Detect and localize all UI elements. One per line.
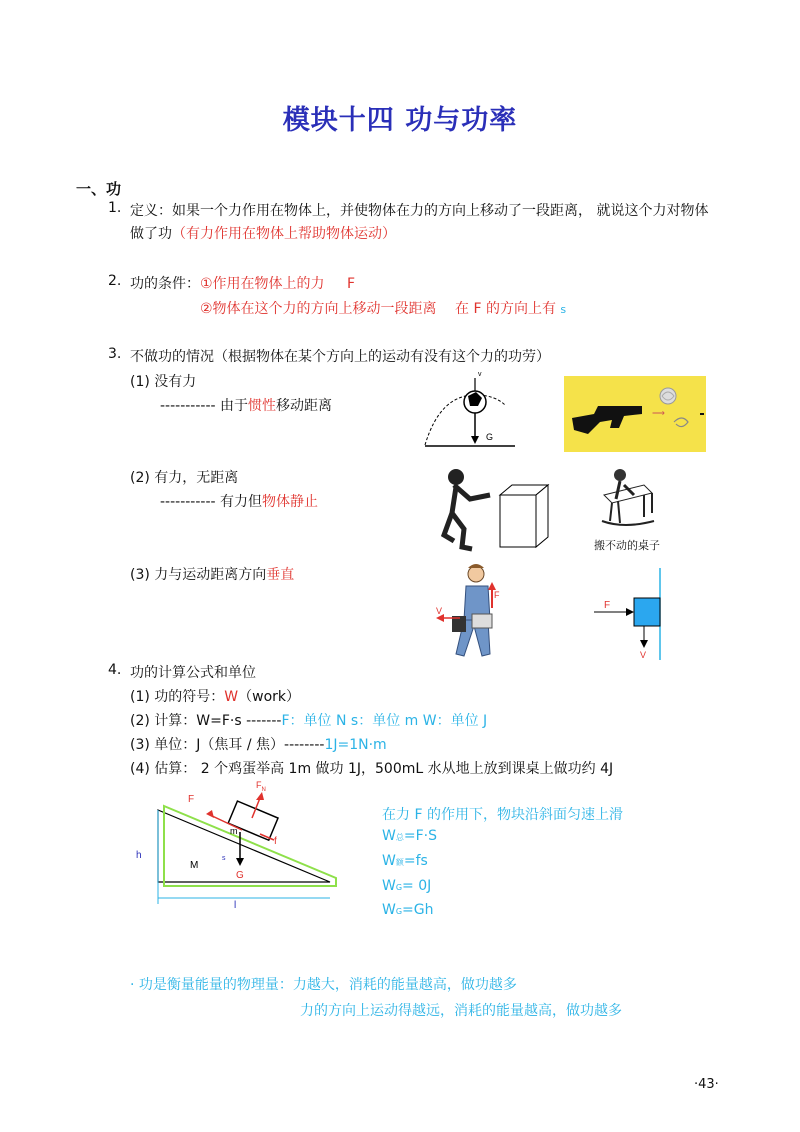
block-f-label: F bbox=[604, 600, 611, 611]
formula-gravity2 bbox=[382, 902, 434, 918]
block-v-label: V bbox=[640, 650, 647, 660]
incline-m: m bbox=[230, 826, 238, 836]
row1-text: (1) 功的符号： bbox=[130, 689, 225, 705]
f2-rest: =fs bbox=[403, 853, 428, 869]
gun-bullet-figure bbox=[564, 376, 706, 452]
note-line1: · 功是衡量能量的物理量：力越大，消耗的能量越高，做功越多 bbox=[130, 977, 517, 993]
cond1-text: ①作用在物体上的力 bbox=[200, 276, 325, 292]
row3-joule: 1J=1N·m bbox=[324, 737, 387, 753]
desk-caption: 搬不动的桌子 bbox=[594, 539, 660, 552]
row2-text: (2) 计算：W=F·s ------- bbox=[130, 713, 282, 729]
item4-row1 bbox=[130, 686, 300, 706]
item4-row4: (4) 估算： 2 个鸡蛋举高 1m 做功 1J，500mL 水从地上放到课桌上做功约 4J bbox=[130, 761, 614, 777]
incline-s: s bbox=[222, 855, 226, 862]
incline-l: l bbox=[234, 900, 237, 911]
cond2-text: ②物体在这个力的方向上移动一段距离 bbox=[200, 301, 437, 317]
f1-W: W bbox=[382, 828, 396, 844]
row3-text: (3) 单位：J（焦耳 / 焦）-------- bbox=[130, 737, 325, 753]
ball-projectile-figure bbox=[420, 370, 520, 450]
cond2-tail: 在 F 的方向上有 bbox=[455, 301, 556, 317]
case2-static: 物体静止 bbox=[262, 494, 319, 510]
case2-dashes: ----------- bbox=[160, 494, 216, 510]
page-title: 模块十四 功与功率 bbox=[282, 105, 518, 136]
case1-label: (1) 没有力 bbox=[130, 374, 197, 390]
svg-text:FN bbox=[256, 780, 266, 793]
case1-desc bbox=[160, 395, 332, 415]
cond2-symbol: s bbox=[560, 303, 567, 316]
row2-units: F：单位 N s：单位 m W：单位 J bbox=[281, 713, 488, 729]
item3-number: 3. bbox=[108, 346, 122, 362]
item4-label: 功的计算公式和单位 bbox=[130, 665, 256, 681]
case1-text-a: 由于 bbox=[215, 398, 249, 414]
ball-g-label: G bbox=[486, 432, 494, 442]
case2-text-a: 有力但 bbox=[215, 494, 263, 510]
incline-FN-sub: N bbox=[261, 787, 266, 793]
man-f-label: F bbox=[494, 590, 500, 600]
incline-FN: F bbox=[256, 780, 262, 790]
case1-dashes: ----------- bbox=[160, 398, 216, 414]
case3-text: (3) 力与运动距离方向 bbox=[130, 567, 267, 583]
incline-F: F bbox=[188, 794, 195, 805]
f3-sub: G bbox=[395, 883, 403, 892]
f4-W: W bbox=[382, 902, 396, 918]
item2-label: 功的条件： bbox=[130, 276, 200, 292]
cond1-symbol: F bbox=[347, 276, 356, 292]
f2-W: W bbox=[382, 853, 396, 869]
incline-M: M bbox=[190, 860, 199, 871]
item2-number: 2. bbox=[108, 273, 122, 289]
item1-line2-note: （有力作用在物体上帮助物体运动） bbox=[172, 226, 396, 242]
incline-h: h bbox=[136, 850, 142, 861]
formula-gravity1 bbox=[382, 878, 431, 894]
svg-text:⟶: ⟶ bbox=[652, 408, 665, 418]
f2-sub: 额 bbox=[395, 858, 404, 867]
walking-man-figure bbox=[432, 562, 520, 662]
push-box-figure bbox=[440, 465, 552, 555]
section-heading: 一、功 bbox=[76, 180, 122, 198]
page-number: ·43· bbox=[694, 1077, 719, 1092]
item3-label: 不做功的情况（根据物体在某个方向上的运动有没有这个力的功劳） bbox=[130, 349, 550, 365]
f4-sub: G bbox=[395, 907, 403, 916]
case1-inertia: 惯性 bbox=[248, 398, 277, 414]
f3-W: W bbox=[382, 878, 396, 894]
block-wall-figure bbox=[592, 568, 672, 660]
case3-label bbox=[130, 564, 294, 584]
f4-rest: =Gh bbox=[402, 902, 434, 918]
incline-f: f bbox=[274, 836, 277, 847]
item1-definition bbox=[130, 200, 708, 220]
ball-v-label: v bbox=[478, 371, 482, 378]
item2-cond1 bbox=[200, 273, 355, 293]
incline-figure bbox=[136, 778, 350, 911]
case3-perpendicular: 垂直 bbox=[266, 567, 295, 583]
formula-extra bbox=[382, 853, 428, 869]
item1-line2-a: 做了功 bbox=[130, 226, 172, 242]
item4-row3 bbox=[130, 734, 387, 754]
item1-text: 定义：如果一个力作用在物体上，并使物体在力的方向上移动了一段距离， bbox=[130, 203, 592, 219]
man-v-label: V bbox=[436, 606, 443, 616]
f3-rest: = 0J bbox=[402, 878, 432, 894]
f1-sub: 总 bbox=[395, 833, 404, 842]
item4-number: 4. bbox=[108, 662, 122, 678]
case2-desc bbox=[160, 491, 318, 511]
incline-G: G bbox=[236, 870, 244, 881]
item1-text-tail: 就说这个力对物体 bbox=[596, 203, 709, 219]
row1-work: （work） bbox=[238, 689, 301, 705]
note-line2: 力的方向上运动得越远，消耗的能量越高，做功越多 bbox=[300, 1003, 622, 1019]
case1-text-b: 移动距离 bbox=[276, 398, 333, 414]
item2-cond2 bbox=[200, 298, 566, 318]
desk-figure bbox=[594, 465, 660, 531]
row1-symbol: W bbox=[224, 689, 239, 705]
item4-row2 bbox=[130, 710, 487, 730]
item1-line2 bbox=[130, 223, 396, 243]
formula-total bbox=[382, 828, 437, 844]
formula-intro: 在力 F 的作用下，物块沿斜面匀速上滑 bbox=[382, 807, 623, 823]
f1-rest: =F·S bbox=[403, 828, 437, 844]
item1-number: 1. bbox=[108, 200, 122, 216]
case2-label: (2) 有力，无距离 bbox=[130, 470, 239, 486]
